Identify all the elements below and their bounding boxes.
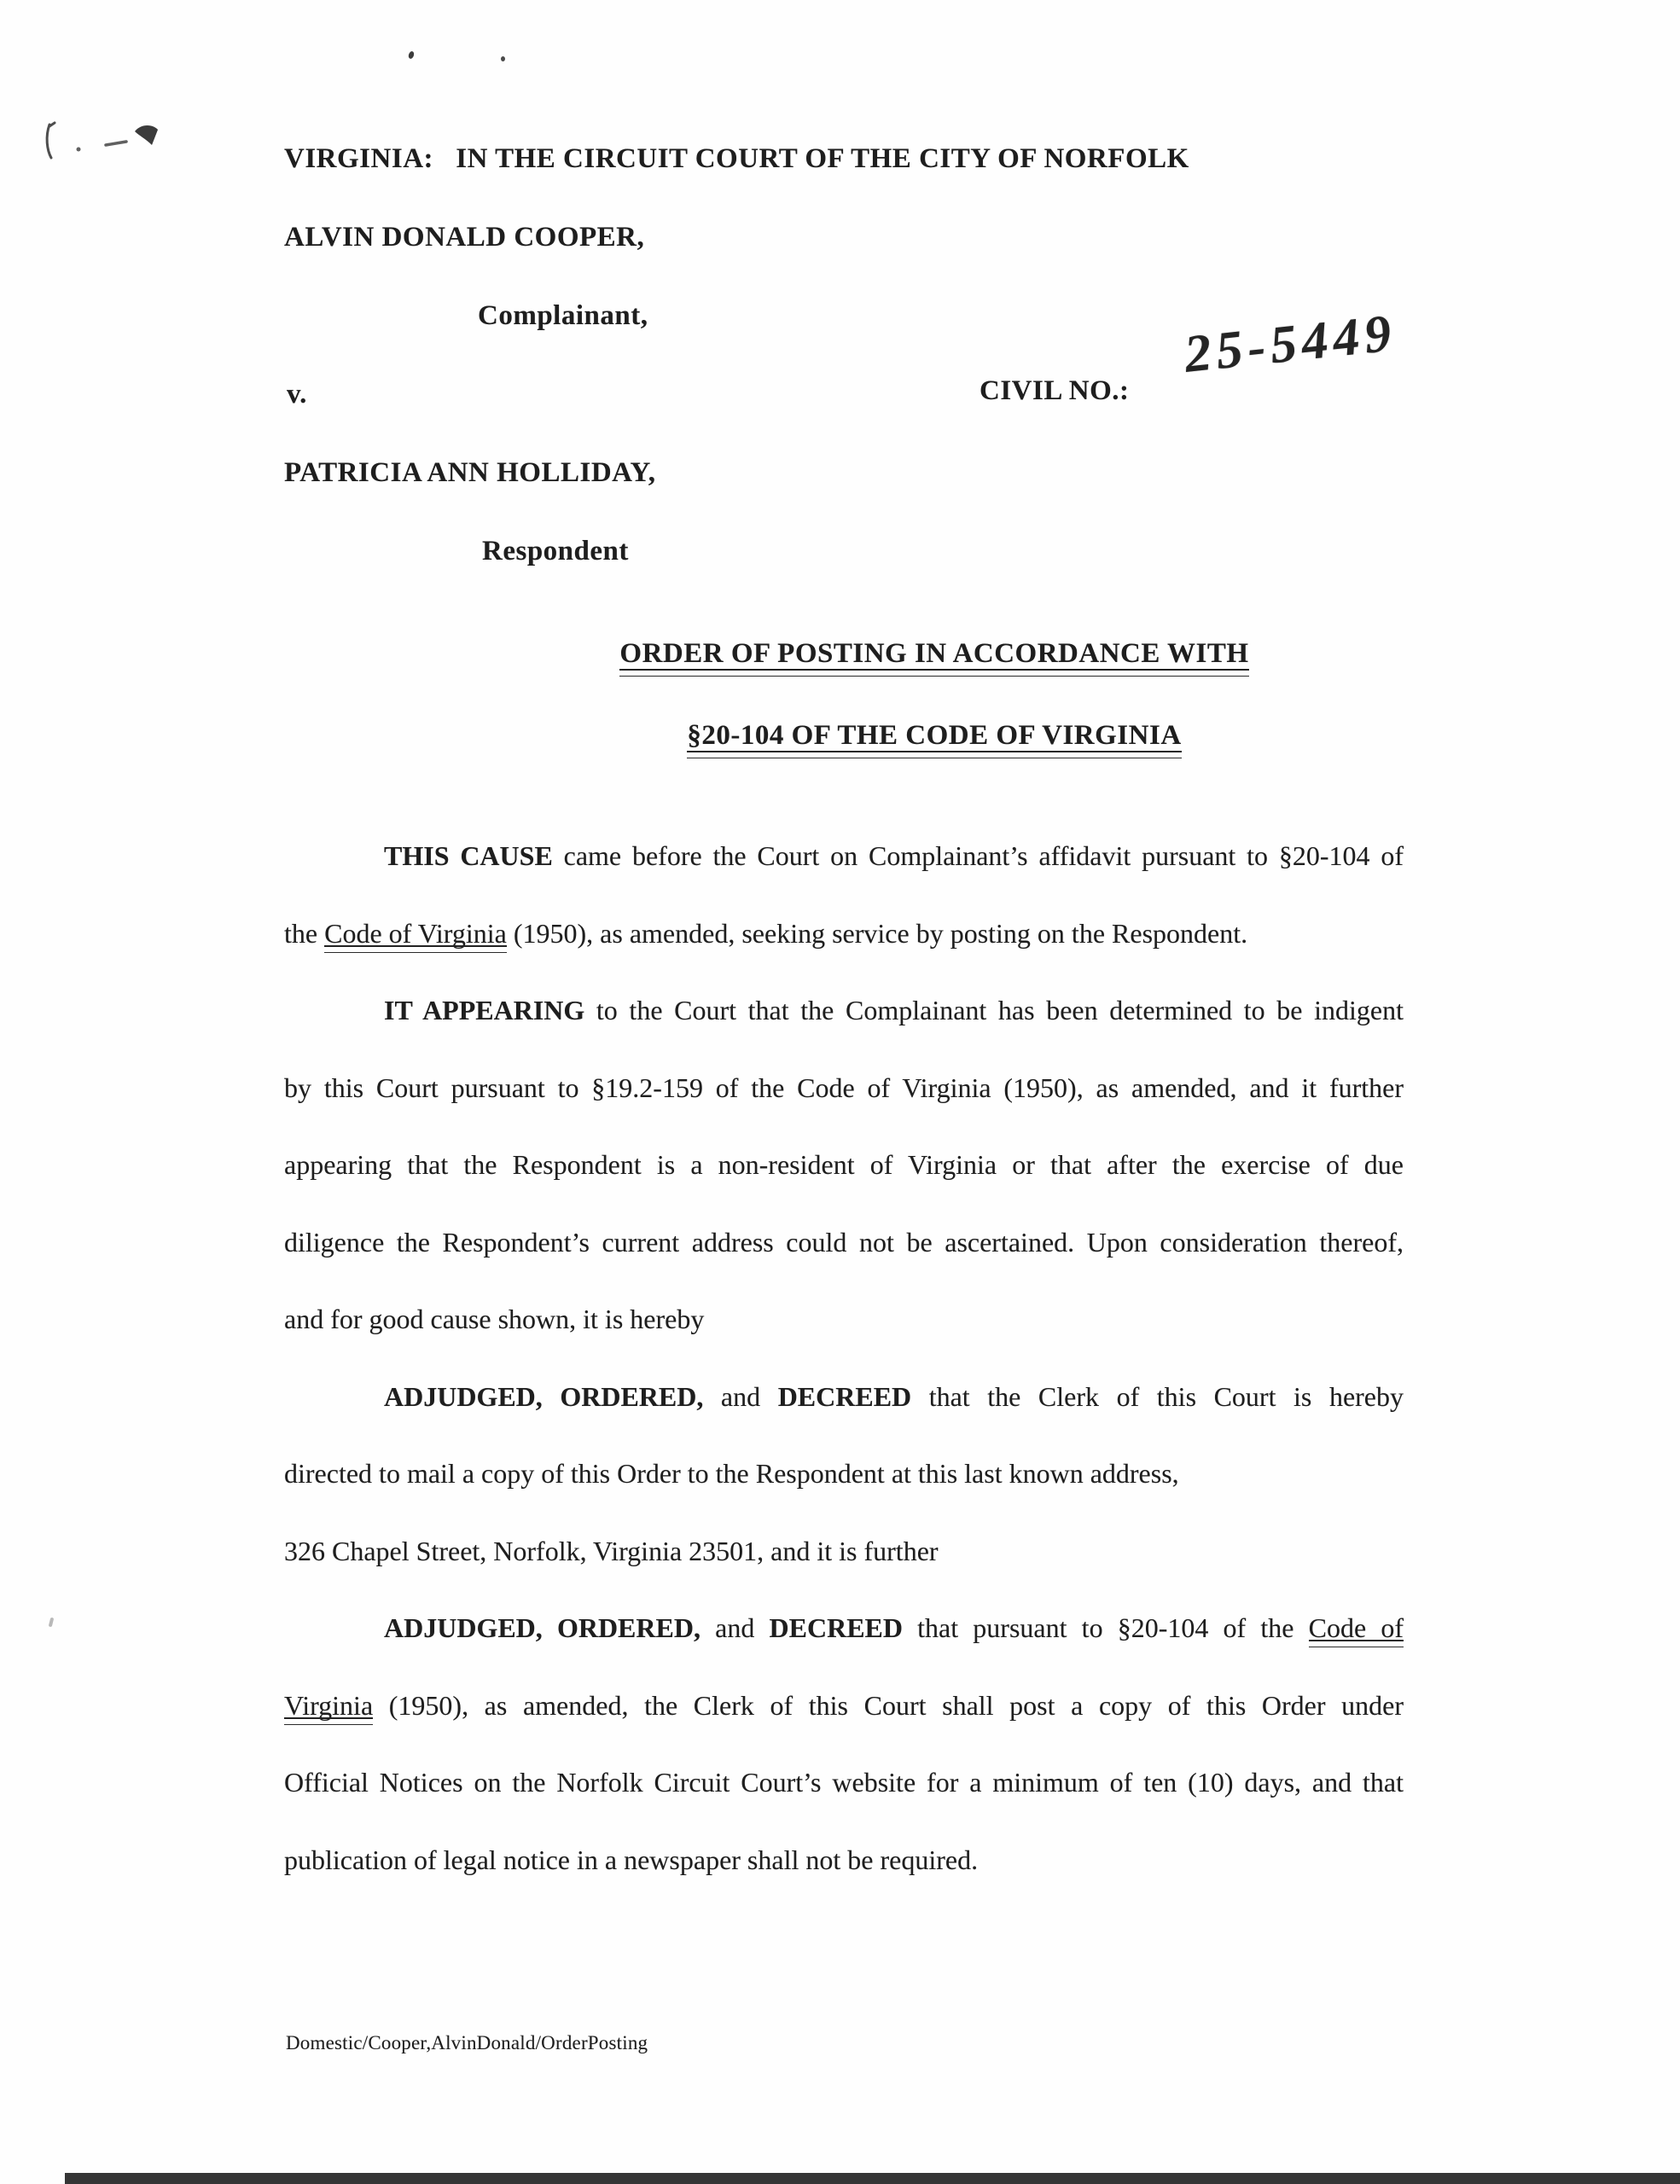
text-segment: (1950), as amended, the Clerk of this Court shall post a copy of this Order under: [373, 1689, 1404, 1721]
scan-edge-bar: [65, 2173, 1680, 2184]
civil-number-handwritten: 25-5449: [1182, 304, 1399, 384]
document-line: [284, 1667, 1404, 1745]
text-segment: THIS CAUSE: [384, 840, 553, 871]
document-line: [284, 1281, 1404, 1358]
document-line: [284, 972, 1404, 1049]
text-segment: Official Notices on the Norfolk Circuit Court’s website for a minimum of ten (10) days, and that: [284, 1767, 1404, 1798]
document-line: [284, 1744, 1404, 1821]
document-title-text: ORDER OF POSTING IN ACCORDANCE WITH: [619, 638, 1248, 672]
ink-speck-icon: [408, 50, 415, 59]
text-segment: DECREED: [777, 1380, 912, 1412]
document-body: [284, 817, 1404, 1898]
text-segment: to the Court that the Complainant has been determined to be indigent: [584, 995, 1404, 1025]
civil-number-label: CIVIL NO.:: [980, 375, 1130, 406]
underlined-citation: Code of Virginia: [324, 917, 507, 949]
caption-respondent-name: PATRICIA ANN HOLLIDAY,: [284, 457, 656, 488]
document-title-line-2: [375, 720, 1493, 754]
caption-respondent-role: Respondent: [482, 536, 629, 566]
document-title-line-1: [375, 638, 1493, 672]
document-line: [284, 1049, 1404, 1127]
text-segment: IT APPEARING: [384, 995, 585, 1025]
text-segment: ADJUDGED, ORDERED,: [384, 1380, 704, 1412]
text-segment: directed to mail a copy of this Order to the Respondent at this last known address,: [284, 1458, 1179, 1489]
text-segment: and for good cause shown, it is hereby: [284, 1304, 705, 1334]
text-segment: (1950), as amended, seeking service by posting on the Respondent.: [506, 917, 1248, 949]
text-segment: ADJUDGED, ORDERED,: [384, 1612, 700, 1643]
document-line: [284, 895, 1404, 973]
pen-mark-icon: [34, 118, 179, 177]
document-line: [284, 1821, 1404, 1899]
underlined-citation: Virginia: [284, 1689, 374, 1721]
document-line: [284, 1513, 1404, 1590]
text-segment: the: [284, 917, 325, 949]
text-segment: and: [703, 1380, 778, 1412]
document-line: [284, 1204, 1404, 1281]
text-segment: appearing that the Respondent is a non-resident of Virginia or that after the exercise of due: [284, 1149, 1404, 1180]
text-segment: diligence the Respondent’s current address could not be ascertained. Upon consideration thereof,: [284, 1226, 1404, 1258]
text-segment: by this Court pursuant to §19.2-159 of the Code of Virginia (1950), as amended, and it further: [284, 1072, 1404, 1103]
text-segment: DECREED: [769, 1612, 903, 1643]
text-segment: that the Clerk of this Court is hereby: [911, 1380, 1404, 1412]
text-segment: and: [700, 1612, 770, 1643]
document-line: [284, 1435, 1404, 1513]
text-segment: publication of legal notice in a newspaper shall not be required.: [284, 1844, 979, 1875]
document-line: [284, 1126, 1404, 1204]
text-segment: came before the Court on Complainant’s affidavit pursuant to §20-104 of: [552, 840, 1404, 871]
ink-speck-icon: [501, 56, 505, 61]
underlined-citation: Code of: [1308, 1612, 1404, 1643]
text-segment: 326 Chapel Street, Norfolk, Virginia 23501, and it is further: [284, 1535, 939, 1566]
ink-speck-icon: [49, 1618, 55, 1628]
text-segment: that pursuant to §20-104 of the: [902, 1612, 1309, 1643]
document-line: [284, 1358, 1404, 1436]
caption-versus: v.: [287, 379, 307, 410]
document-title-text: §20-104 OF THE CODE OF VIRGINIA: [687, 720, 1181, 754]
caption-complainant-name: ALVIN DONALD COOPER,: [284, 222, 645, 253]
caption-court-line: VIRGINIA: IN THE CIRCUIT COURT OF THE CITY OF NORFOLK: [284, 143, 1189, 174]
document-line: [284, 1589, 1404, 1667]
document-line: [284, 817, 1404, 895]
document-footer: Domestic/Cooper,AlvinDonald/OrderPosting: [286, 2032, 648, 2053]
caption-complainant-role: Complainant,: [478, 300, 648, 331]
